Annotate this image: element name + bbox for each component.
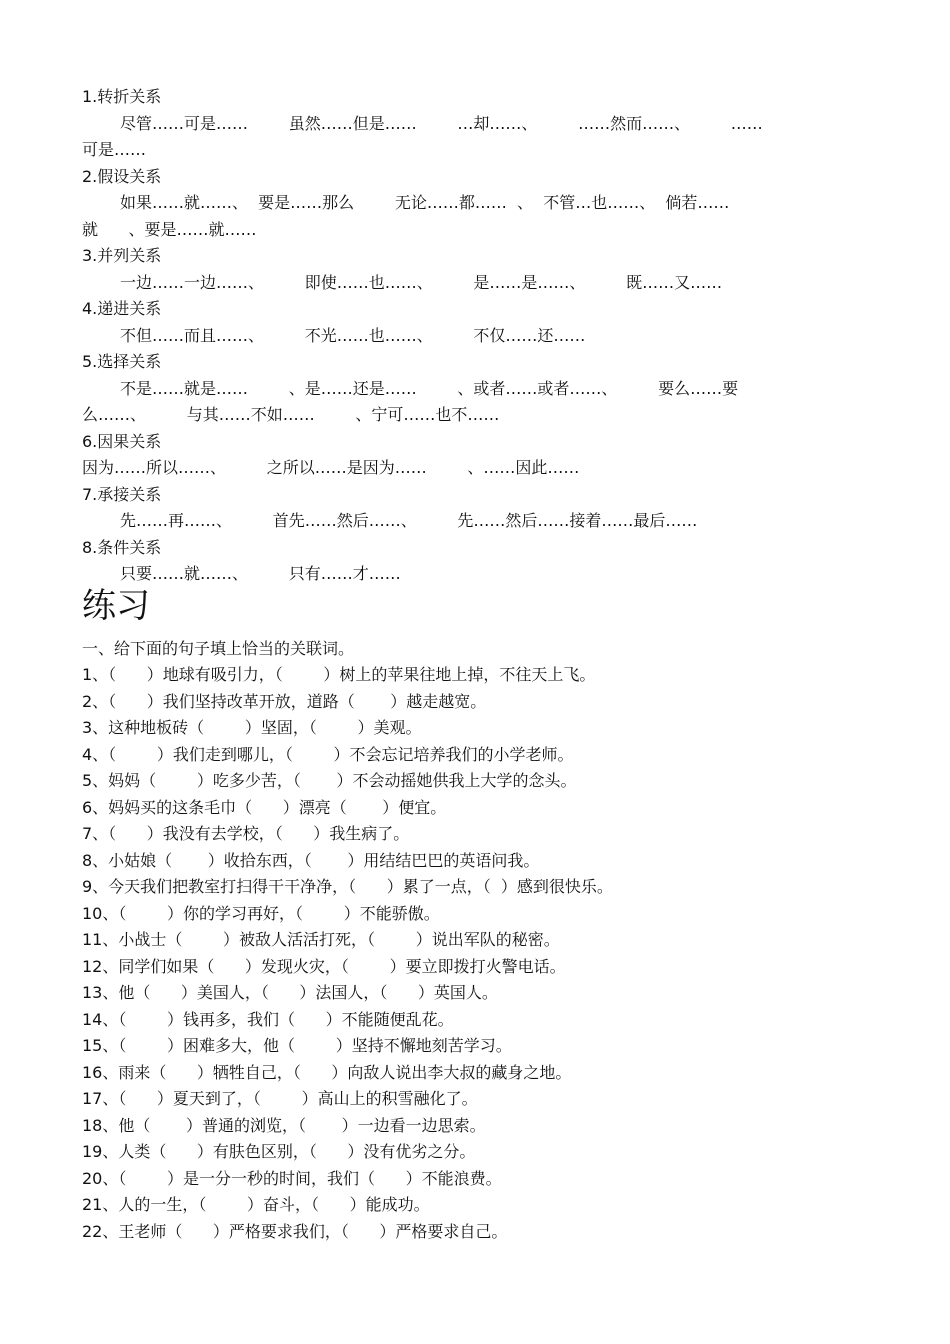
relation-example-line: 不是……就是…… 、是……还是…… 、或者……或者……、 要么……要 (120, 378, 739, 398)
exercise-item: 13、他（ ）美国人，（ ）法国人，（ ）英国人。 (82, 983, 498, 1002)
exercise-item: 1、（ ）地球有吸引力，（ ）树上的苹果往地上掉，不往天上飞。 (82, 665, 596, 684)
exercise-item: 15、（ ）困难多大，他（ ）坚持不懈地刻苦学习。 (82, 1036, 512, 1055)
exercise-item: 21、人的一生，（ ）奋斗，（ ）能成功。 (82, 1195, 430, 1214)
exercise-item: 19、人类（ ）有肤色区别，（ ）没有优劣之分。 (82, 1142, 476, 1161)
exercise-item: 3、这种地板砖（ ）坚固，（ ）美观。 (82, 718, 422, 737)
exercise-item: 22、王老师（ ）严格要求我们，（ ）严格要求自己。 (82, 1221, 508, 1241)
relation-heading: 4.递进关系 (82, 299, 162, 318)
exercise-item: 18、他（ ）普通的浏览，（ ）一边看一边思索。 (82, 1115, 486, 1135)
exercise-item: 2、（ ）我们坚持改革开放，道路（ ）越走越宽。 (82, 691, 487, 711)
exercise-item: 17、（ ）夏天到了，（ ）高山上的积雪融化了。 (82, 1089, 478, 1108)
relation-heading: 2.假设关系 (82, 166, 162, 186)
relation-heading: 6.因果关系 (82, 431, 162, 451)
relation-heading: 3.并列关系 (82, 246, 162, 265)
exercise-item: 5、妈妈（ ）吃多少苦，（ ）不会动摇她供我上大学的念头。 (82, 771, 577, 790)
exercise-item: 9、今天我们把教室打扫得干干净净，（ ）累了一点，（ ）感到很快乐。 (82, 877, 613, 896)
exercise-item: 14、（ ）钱再多，我们（ ）不能随便乱花。 (82, 1009, 454, 1029)
relation-heading: 8.条件关系 (82, 537, 162, 557)
relation-example-line: 只要……就……、 只有……才…… (120, 564, 401, 583)
relation-example-line: 尽管……可是…… 虽然……但是…… …却……、 ……然而……、 …… (120, 113, 763, 133)
relation-example-line: 不但……而且……、 不光……也……、 不仅……还…… (120, 325, 586, 345)
document-page (82, 84, 882, 1245)
exercise-item: 20、（ ）是一分一秒的时间，我们（ ）不能浪费。 (82, 1168, 502, 1188)
relation-heading: 1.转折关系 (82, 87, 162, 106)
practice-title: 练习 (82, 585, 150, 626)
relation-example-line: 因为……所以……、 之所以……是因为…… 、……因此…… (82, 458, 580, 477)
exercise-list (82, 662, 882, 1245)
exercise-item: 6、妈妈买的这条毛巾（ ）漂亮（ ）便宜。 (82, 797, 447, 817)
relation-heading: 5.选择关系 (82, 352, 162, 371)
relation-example-line: 如果……就……、 要是……那么 无论……都…… 、 不管…也……、 倘若…… (120, 193, 730, 212)
exercise-section (82, 636, 882, 1246)
relation-heading: 7.承接关系 (82, 484, 162, 504)
relation-example-line: 就 、要是……就…… (82, 219, 257, 239)
exercise-item: 11、小战士（ ）被敌人活活打死，（ ）说出军队的秘密。 (82, 930, 560, 949)
relation-example-line: 先……再……、 首先……然后……、 先……然后……接着……最后…… (120, 511, 698, 530)
exercise-item: 4、（ ）我们走到哪儿，（ ）不会忘记培养我们的小学老师。 (82, 744, 574, 764)
exercise-item: 7、（ ）我没有去学校，（ ）我生病了。 (82, 824, 410, 843)
exercise-item: 16、雨来（ ）牺牲自己，（ ）向敌人说出李大叔的藏身之地。 (82, 1062, 572, 1082)
relation-example-line: 么……、 与其……不如…… 、宁可……也不…… (82, 405, 500, 424)
conjunction-relations-section (82, 84, 882, 588)
exercise-instruction: 一、给下面的句子填上恰当的关联词。 (82, 638, 355, 658)
exercise-item: 8、小姑娘（ ）收拾东西，（ ）用结结巴巴的英语问我。 (82, 850, 540, 870)
relation-example-line: 可是…… (82, 140, 147, 159)
exercise-item: 12、同学们如果（ ）发现火灾，（ ）要立即拨打火警电话。 (82, 956, 566, 976)
spacer (82, 628, 882, 636)
relation-example-line: 一边……一边……、 即使……也……、 是……是……、 既……又…… (120, 272, 723, 292)
exercise-item: 10、（ ）你的学习再好，（ ）不能骄傲。 (82, 903, 440, 923)
